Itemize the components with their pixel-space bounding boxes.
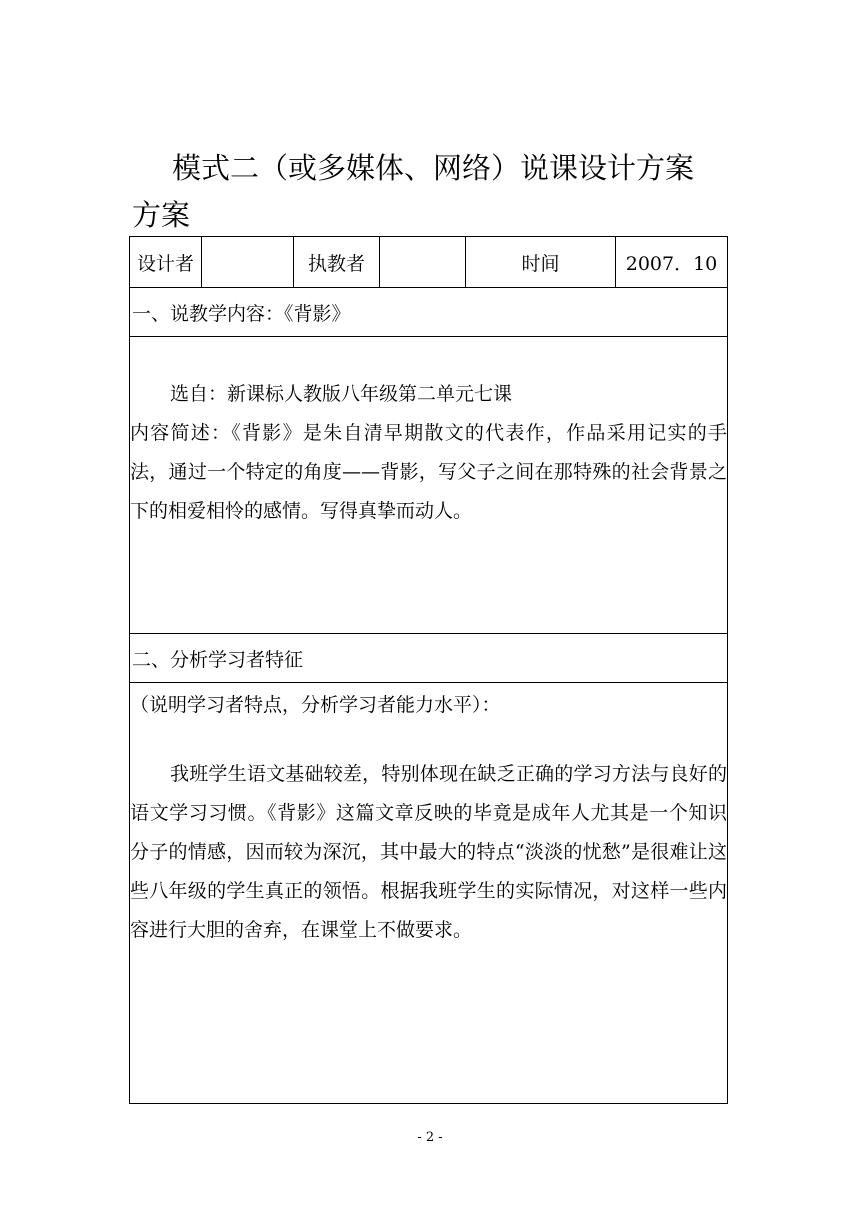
teacher-value — [380, 237, 466, 288]
page-number: - 2 - — [417, 1130, 443, 1145]
teacher-label: 执教者 — [294, 237, 380, 288]
section2-text: 我班学生语文基础较差，特别体现在缺乏正确的学习方法与良好的语文学习习惯。《背影》这篇文章反映的毕竟是成年人尤其是一个知识分子的情感，因而较为深沉，其中最大的特点“淡淡的忧愁”是很难让这些八年级的学生真正的领悟。根据我班学生的实际情况，对这样一些内容进行大胆的舍弃，在课堂上不做要求。 — [130, 763, 727, 941]
document-title-line2: 方案 — [132, 198, 191, 232]
time-value: 2007．10 — [616, 237, 728, 288]
section1-summary: 内容简述：《背影》是朱自清早期散文的代表作，作品采用记实的手法，通过一个特定的角度——背影，写父子之间在那特殊的社会背景之下的相爱相怜的感情。写得真挚而动人。 — [130, 422, 727, 522]
section1-heading: 一、说教学内容：《背影》 — [130, 288, 728, 337]
section2-body — [130, 683, 728, 1104]
designer-label: 设计者 — [130, 237, 202, 288]
section2-heading: 二、分析学习者特征 — [130, 634, 728, 683]
section2-body-row — [130, 683, 728, 1104]
header-row — [130, 237, 728, 288]
section1-body — [130, 337, 728, 634]
section1-source: 选自：新课标人教版八年级第二单元七课 — [170, 383, 513, 405]
section1-body-row — [130, 337, 728, 634]
document-title-line1: 模式二（或多媒体、网络）说课设计方案 — [172, 151, 695, 185]
designer-value — [202, 237, 294, 288]
section2-note: （说明学习者特点，分析学习者能力水平）： — [130, 694, 501, 716]
section2-heading-row — [130, 634, 728, 683]
lesson-plan-table — [129, 236, 728, 1104]
section1-heading-row — [130, 288, 728, 337]
time-label: 时间 — [466, 237, 616, 288]
